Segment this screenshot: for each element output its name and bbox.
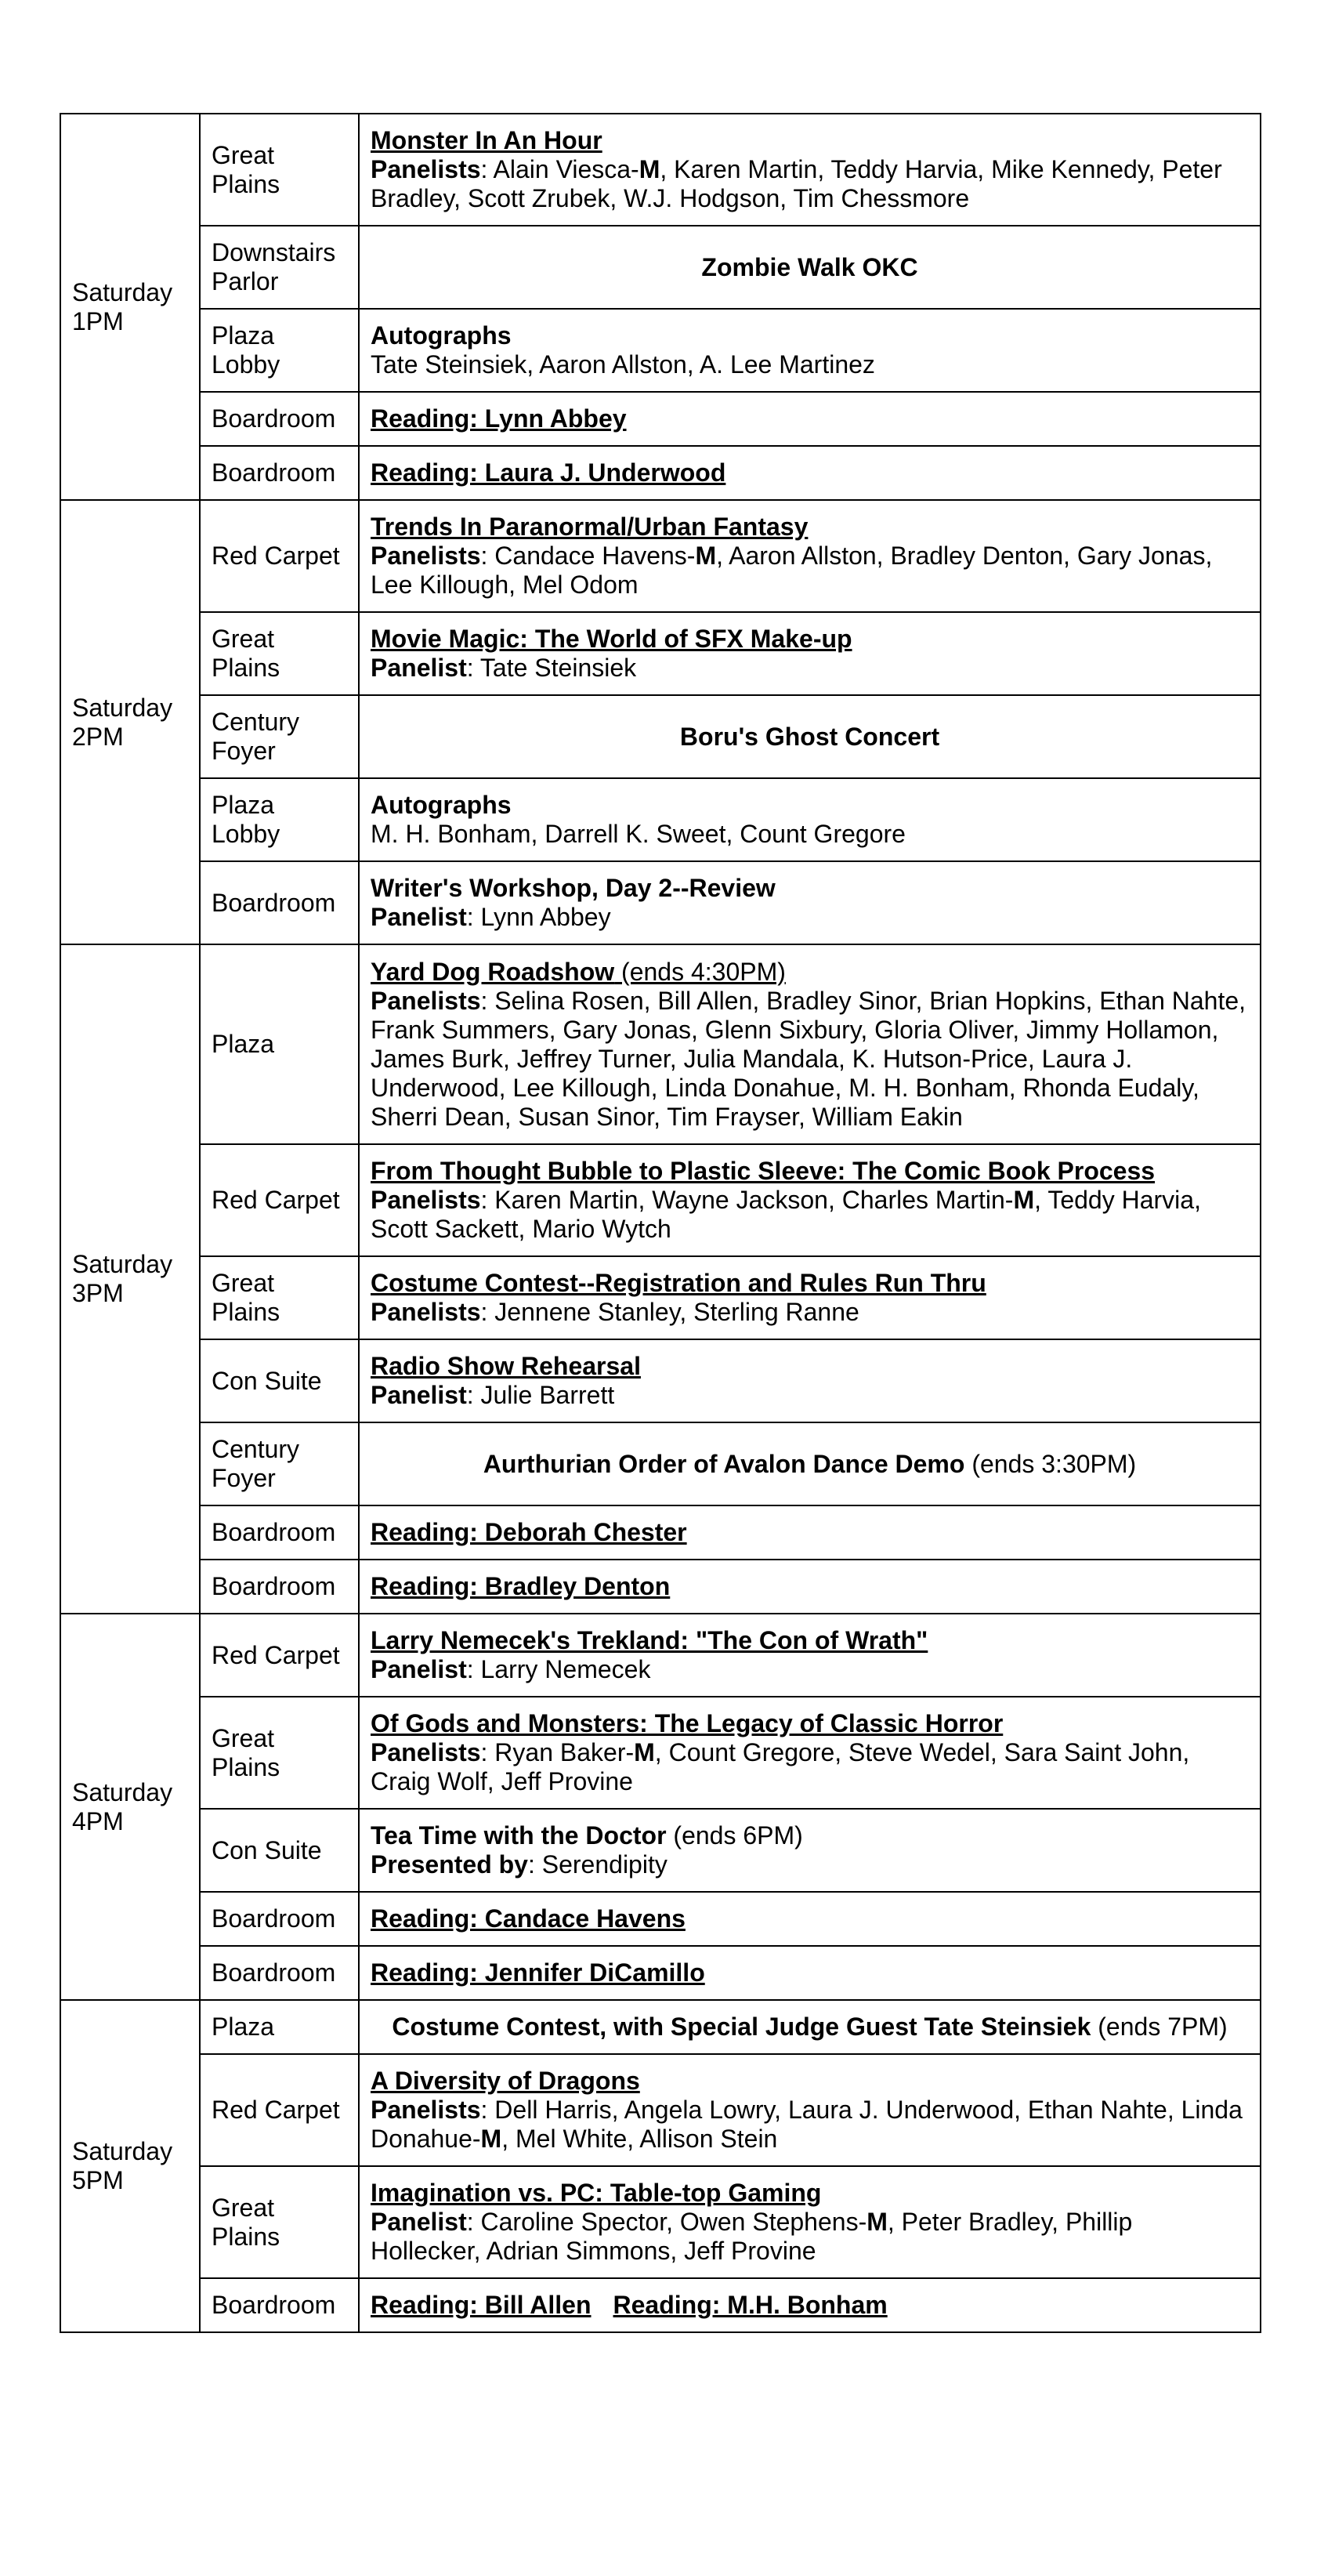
event-label: Panelist (371, 654, 467, 682)
event-title: Reading: M.H. Bonham (613, 2291, 888, 2319)
room-cell (200, 1697, 359, 1809)
event-cell (359, 1422, 1261, 1505)
event-cell (359, 612, 1261, 695)
room-label: Red Carpet (212, 542, 340, 570)
event-title: Costume Contest--Registration and Rules Run Thru (371, 1269, 986, 1297)
event-label: Panelist (371, 2208, 467, 2236)
event-title: Radio Show Rehearsal (371, 1352, 641, 1380)
event-label: Panelists (371, 1186, 481, 1214)
room-label: Boardroom (212, 1518, 336, 1546)
event-label: Panelists (371, 542, 481, 570)
schedule-body (60, 114, 1261, 2332)
schedule-row (60, 1256, 1261, 1339)
event-label: Autographs (371, 321, 512, 350)
event-cell (359, 1809, 1261, 1892)
event-text: (ends 3:30PM) (964, 1449, 1137, 1478)
event-cell (359, 944, 1261, 1144)
schedule-row (60, 500, 1261, 612)
room-label: Boardroom (212, 404, 336, 433)
room-cell (200, 446, 359, 500)
time-slot-cell (60, 500, 200, 944)
schedule-row (60, 2054, 1261, 2166)
event-title: Reading: Jennifer DiCamillo (371, 1958, 705, 1987)
schedule-row (60, 2000, 1261, 2054)
event-text: , Count Gregore, Steve Wedel, Sara Saint John, Craig Wolf, Jeff Provine (371, 1738, 1190, 1795)
event-cell (359, 861, 1261, 944)
room-label: Century Foyer (212, 1435, 300, 1492)
event-text: M. H. Bonham, Darrell K. Sweet, Count Gregore (371, 820, 906, 848)
event-cell (359, 446, 1261, 500)
event-cell (359, 1614, 1261, 1697)
schedule-row (60, 2166, 1261, 2278)
event-text: , Peter Bradley, Phillip Hollecker, Adrian Simmons, Jeff Provine (371, 2208, 1133, 2265)
schedule-row (60, 612, 1261, 695)
room-cell (200, 1614, 359, 1697)
room-label: Plaza Lobby (212, 791, 280, 848)
room-cell (200, 1946, 359, 2000)
time-slot-cell (60, 2000, 200, 2332)
room-label: Century Foyer (212, 708, 300, 765)
room-cell (200, 309, 359, 392)
schedule-row (60, 1505, 1261, 1560)
room-label: Red Carpet (212, 2096, 340, 2124)
event-text: (ends 6PM) (666, 1821, 803, 1850)
event-cell (359, 500, 1261, 612)
event-title: Larry Nemecek's Trekland: "The Con of Wrath" (371, 1626, 928, 1654)
event-cell (359, 695, 1261, 778)
event-cell (359, 392, 1261, 446)
time-slot-label: Saturday 4PM (72, 1777, 173, 1835)
room-label: Red Carpet (212, 1640, 340, 1669)
room-label: Downstairs Parlor (212, 238, 336, 295)
room-label: Plaza (212, 1030, 275, 1058)
event-label: Zombie Walk OKC (701, 252, 918, 281)
time-slot-cell (60, 1614, 200, 2000)
schedule-row (60, 1339, 1261, 1422)
event-text: : Caroline Spector, Owen Stephens- (466, 2208, 867, 2236)
event-text: (ends 4:30PM) (614, 957, 786, 986)
event-title: Movie Magic: The World of SFX Make-up (371, 625, 852, 653)
event-label: Panelists (371, 1298, 481, 1326)
event-text: Tate Steinsiek, Aaron Allston, A. Lee Martinez (371, 350, 875, 379)
room-label: Great Plains (212, 1269, 280, 1326)
event-title: A Diversity of Dragons (371, 2067, 640, 2095)
schedule-row (60, 309, 1261, 392)
event-cell (359, 2054, 1261, 2166)
event-label: Tea Time with the Doctor (371, 1821, 667, 1850)
event-text: : Tate Steinsiek (466, 654, 637, 682)
event-label: M (866, 2208, 888, 2236)
room-cell (200, 1892, 359, 1946)
schedule-table (60, 113, 1261, 2333)
event-title: Reading: Deborah Chester (371, 1518, 687, 1546)
event-cell (359, 1144, 1261, 1256)
event-label: Boru's Ghost Concert (679, 722, 940, 751)
schedule-row (60, 114, 1261, 226)
room-label: Boardroom (212, 888, 336, 917)
event-text: : Larry Nemecek (466, 1655, 651, 1683)
time-slot-label: Saturday 5PM (72, 2137, 173, 2194)
event-cell (359, 1560, 1261, 1614)
room-cell (200, 2278, 359, 2332)
event-text: : Dell Harris, Angela Lowry, Laura J. Underwood, Ethan Nahte, Linda Donahue- (371, 2096, 1243, 2153)
room-cell (200, 114, 359, 226)
event-text: : Serendipity (527, 1850, 668, 1879)
event-label: Panelist (371, 1381, 467, 1409)
event-cell (359, 1892, 1261, 1946)
schedule-row (60, 1946, 1261, 2000)
event-title: Reading: Lynn Abbey (371, 404, 627, 433)
event-title: Reading: Bill Allen (371, 2291, 592, 2319)
room-cell (200, 1505, 359, 1560)
event-cell (359, 778, 1261, 861)
event-label: Panelists (371, 1738, 481, 1766)
event-cell (359, 1505, 1261, 1560)
event-label: Presented by (371, 1850, 528, 1879)
room-label: Great Plains (212, 1723, 280, 1781)
room-cell (200, 612, 359, 695)
room-label: Boardroom (212, 1572, 336, 1600)
event-title: Yard Dog Roadshow (371, 957, 615, 986)
schedule-row (60, 861, 1261, 944)
time-slot-cell (60, 114, 200, 500)
schedule-row (60, 1560, 1261, 1614)
event-text: , Mel White, Allison Stein (501, 2125, 778, 2153)
event-label: Costume Contest, with Special Judge Guest Tate Steinsiek (392, 2013, 1091, 2041)
event-label: Writer's Workshop, Day 2--Review (371, 874, 776, 902)
schedule-row (60, 1697, 1261, 1809)
schedule-row (60, 1614, 1261, 1697)
room-label: Great Plains (212, 625, 280, 682)
room-cell (200, 1256, 359, 1339)
event-label: Panelists (371, 986, 481, 1015)
event-text: (ends 7PM) (1091, 2013, 1228, 2041)
room-cell (200, 778, 359, 861)
time-slot-label: Saturday 1PM (72, 277, 173, 335)
schedule-row (60, 2278, 1261, 2332)
time-slot-cell (60, 944, 200, 1614)
room-cell (200, 2000, 359, 2054)
event-label: Panelists (371, 155, 481, 183)
room-cell (200, 500, 359, 612)
room-label: Great Plains (212, 2193, 280, 2251)
schedule-row (60, 1892, 1261, 1946)
event-label: Aurthurian Order of Avalon Dance Demo (483, 1449, 965, 1478)
event-title: From Thought Bubble to Plastic Sleeve: The Comic Book Process (371, 1157, 1156, 1185)
room-cell (200, 1144, 359, 1256)
room-label: Plaza (212, 2013, 275, 2041)
room-cell (200, 392, 359, 446)
event-label: M (480, 2125, 502, 2153)
room-cell (200, 1339, 359, 1422)
event-cell (359, 1697, 1261, 1809)
room-label: Red Carpet (212, 1186, 340, 1214)
room-label: Boardroom (212, 458, 336, 487)
event-label: Panelist (371, 903, 467, 931)
room-label: Con Suite (212, 1366, 322, 1395)
event-text: : Karen Martin, Wayne Jackson, Charles Martin- (480, 1186, 1014, 1214)
room-label: Boardroom (212, 1904, 336, 1933)
event-label: M (634, 1738, 655, 1766)
event-text: , Karen Martin, Teddy Harvia, Mike Kennedy, Peter Bradley, Scott Zrubek, W.J. Hodgson, Tim Chessmore (371, 155, 1222, 212)
event-cell (359, 2278, 1261, 2332)
event-label: M (695, 542, 717, 570)
event-title: Trends In Paranormal/Urban Fantasy (371, 513, 809, 541)
event-text: , Aaron Allston, Bradley Denton, Gary Jonas, Lee Killough, Mel Odom (371, 542, 1213, 599)
schedule-row (60, 226, 1261, 309)
room-label: Boardroom (212, 1958, 336, 1987)
room-label: Con Suite (212, 1835, 322, 1864)
schedule-row (60, 1809, 1261, 1892)
event-text: : Alain Viesca- (480, 155, 639, 183)
room-label: Great Plains (212, 140, 280, 198)
event-text: : Lynn Abbey (466, 903, 611, 931)
event-label: M (1013, 1186, 1035, 1214)
event-cell (359, 1256, 1261, 1339)
event-title: Reading: Candace Havens (371, 1904, 686, 1933)
schedule-row (60, 944, 1261, 1144)
event-text: : Jennene Stanley, Sterling Ranne (480, 1298, 859, 1326)
event-label: Autographs (371, 791, 512, 819)
room-cell (200, 1560, 359, 1614)
room-cell (200, 2054, 359, 2166)
room-cell (200, 944, 359, 1144)
event-text: : Selina Rosen, Bill Allen, Bradley Sinor, Brian Hopkins, Ethan Nahte, Frank Summers, Gary Jonas, Glenn Sixbury, Gloria Oliver, Jimmy Hollamon, James Burk, Jeffrey Turner, Julia Mandala, K. Hutson-Price, Laura J. Underwood, Lee Killough, Linda Donahue, M. H. Bonham, Rhonda Eudaly, Sherri Dean, Susan Sinor, Tim Frayser, William Eakin (371, 986, 1246, 1131)
room-cell (200, 226, 359, 309)
event-cell (359, 1339, 1261, 1422)
event-text: , Teddy Harvia, Scott Sackett, Mario Wytch (371, 1186, 1201, 1243)
event-title: Of Gods and Monsters: The Legacy of Classic Horror (371, 1709, 1004, 1737)
schedule-row (60, 392, 1261, 446)
room-cell (200, 861, 359, 944)
schedule-row (60, 1144, 1261, 1256)
room-cell (200, 1809, 359, 1892)
event-cell (359, 2000, 1261, 2054)
event-label: Panelists (371, 2096, 481, 2124)
event-title: Reading: Bradley Denton (371, 1572, 671, 1600)
room-cell (200, 695, 359, 778)
event-cell (359, 226, 1261, 309)
event-label: Panelist (371, 1655, 467, 1683)
room-cell (200, 1422, 359, 1505)
event-title: Reading: Laura J. Underwood (371, 458, 726, 487)
schedule-row (60, 695, 1261, 778)
time-slot-label: Saturday 3PM (72, 1250, 173, 1307)
event-label: M (639, 155, 660, 183)
event-title: Monster In An Hour (371, 126, 602, 154)
event-text: : Julie Barrett (466, 1381, 615, 1409)
schedule-row (60, 1422, 1261, 1505)
time-slot-label: Saturday 2PM (72, 693, 173, 751)
schedule-row (60, 778, 1261, 861)
room-label: Boardroom (212, 2291, 336, 2319)
room-cell (200, 2166, 359, 2278)
event-cell (359, 1946, 1261, 2000)
event-cell (359, 309, 1261, 392)
event-title: Imagination vs. PC: Table-top Gaming (371, 2179, 822, 2207)
event-text: : Ryan Baker- (480, 1738, 635, 1766)
room-label: Plaza Lobby (212, 321, 280, 379)
event-cell (359, 2166, 1261, 2278)
event-text: : Candace Havens- (480, 542, 696, 570)
event-cell (359, 114, 1261, 226)
schedule-row (60, 446, 1261, 500)
